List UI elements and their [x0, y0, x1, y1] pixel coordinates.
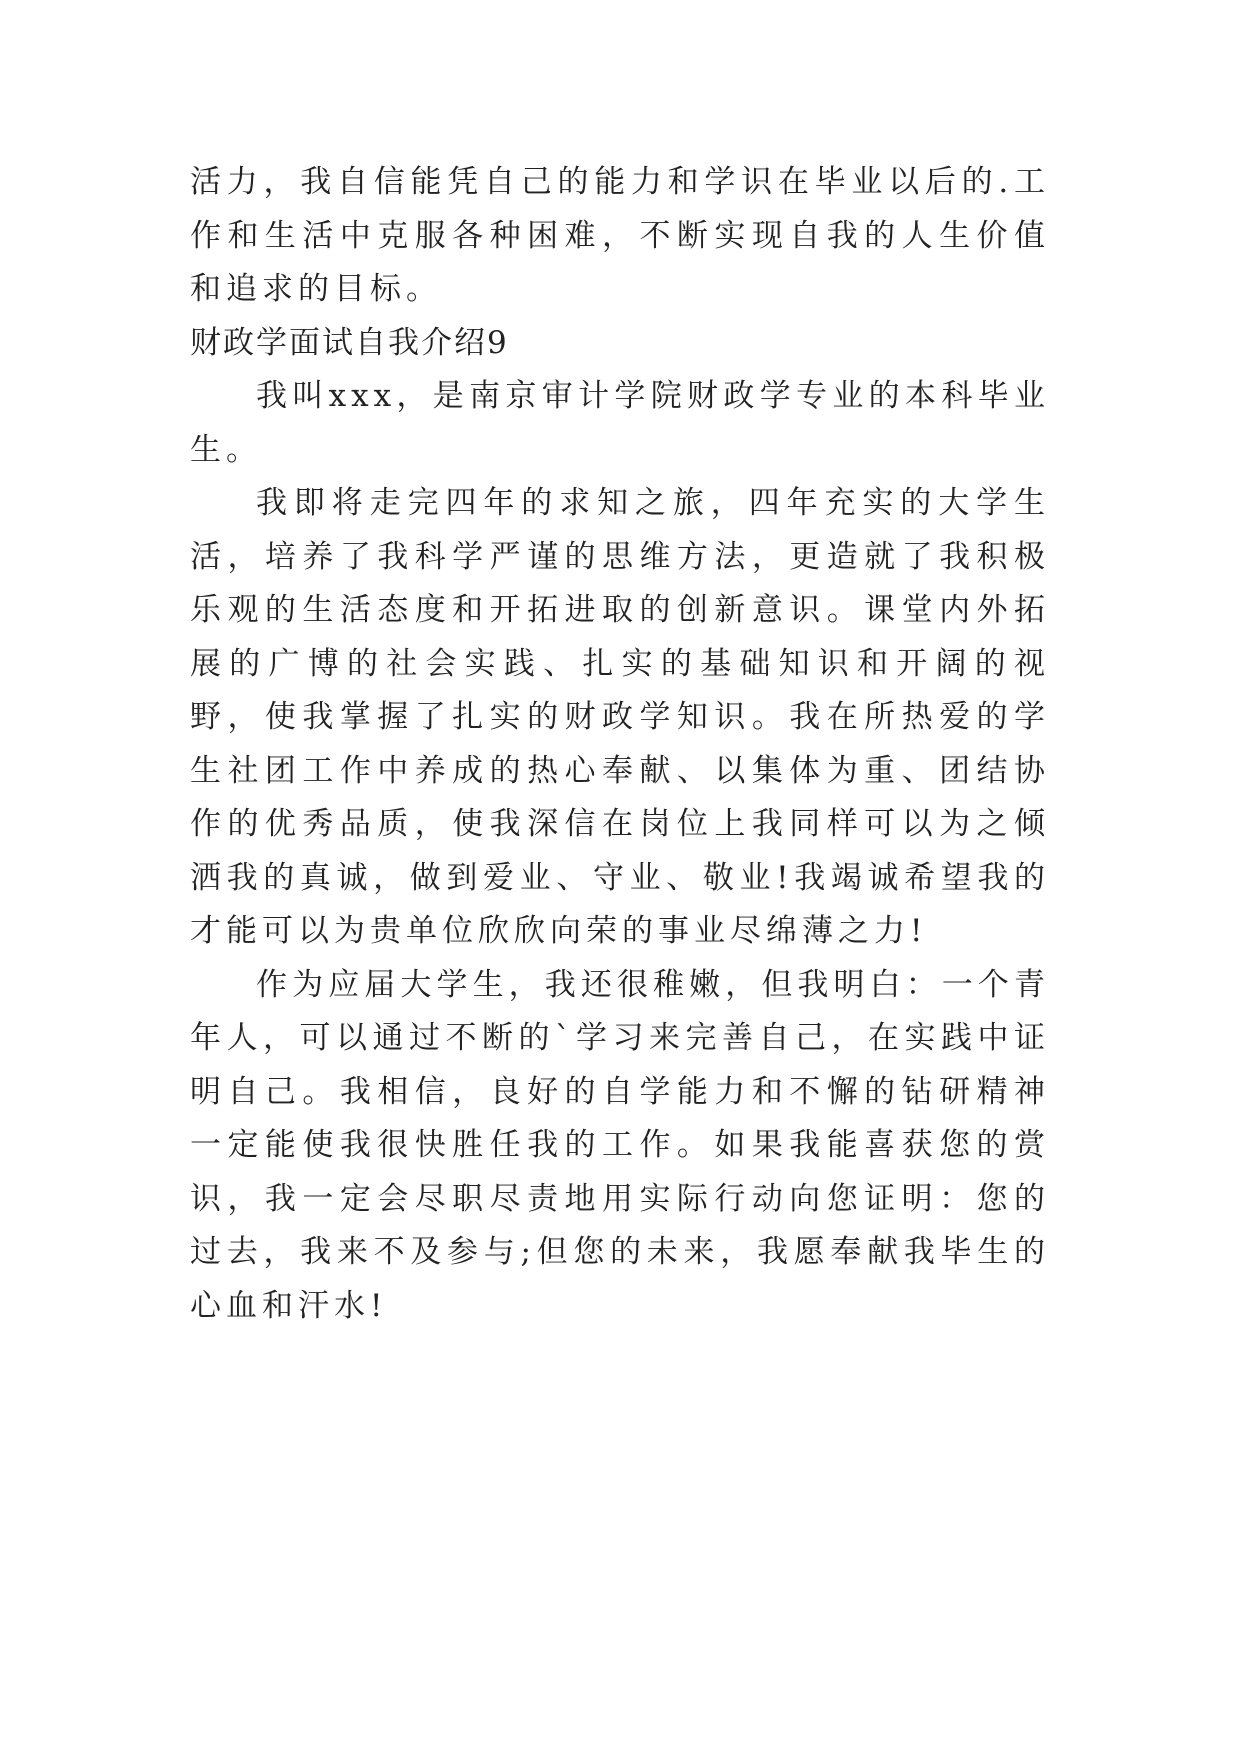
- document-body: [190, 156, 1050, 1333]
- paragraph-intro-continuation: 活力，我自信能凭自己的能力和学识在毕业以后的.工作和生活中克服各种困难，不断实现自我的人生价值和追求的目标。: [190, 164, 1050, 307]
- paragraph-university-life: 我即将走完四年的求知之旅，四年充实的大学生活，培养了我科学严谨的思维方法，更造就了我积极乐观的生活态度和开拓进取的创新意识。课堂内外拓展的广博的社会实践、扎实的基础知识和开阔的视野，使我掌握了扎实的财政学知识。我在所热爱的学生社团工作中养成的热心奉献、以集体为重、团结协作的优秀品质，使我深信在岗位上我同样可以为之倾洒我的真诚，做到爱业、守业、敬业!我竭诚希望我的才能可以为贵单位欣欣向荣的事业尽绵薄之力!: [190, 485, 1050, 949]
- paragraph-commitment: 作为应届大学生，我还很稚嫩，但我明白：一个青年人，可以通过不断的`学习来完善自己，在实践中证明自己。我相信，良好的自学能力和不懈的钻研精神一定能使我很快胜任我的工作。如果我能喜获您的赏识，我一定会尽职尽责地用实际行动向您证明：您的过去，我来不及参与;但您的未来，我愿奉献我毕生的心血和汗水!: [190, 966, 1050, 1324]
- paragraph-self-intro: 我叫xxx，是南京审计学院财政学专业的本科毕业生。: [190, 378, 1050, 468]
- section-title: 财政学面试自我介绍9: [190, 324, 509, 361]
